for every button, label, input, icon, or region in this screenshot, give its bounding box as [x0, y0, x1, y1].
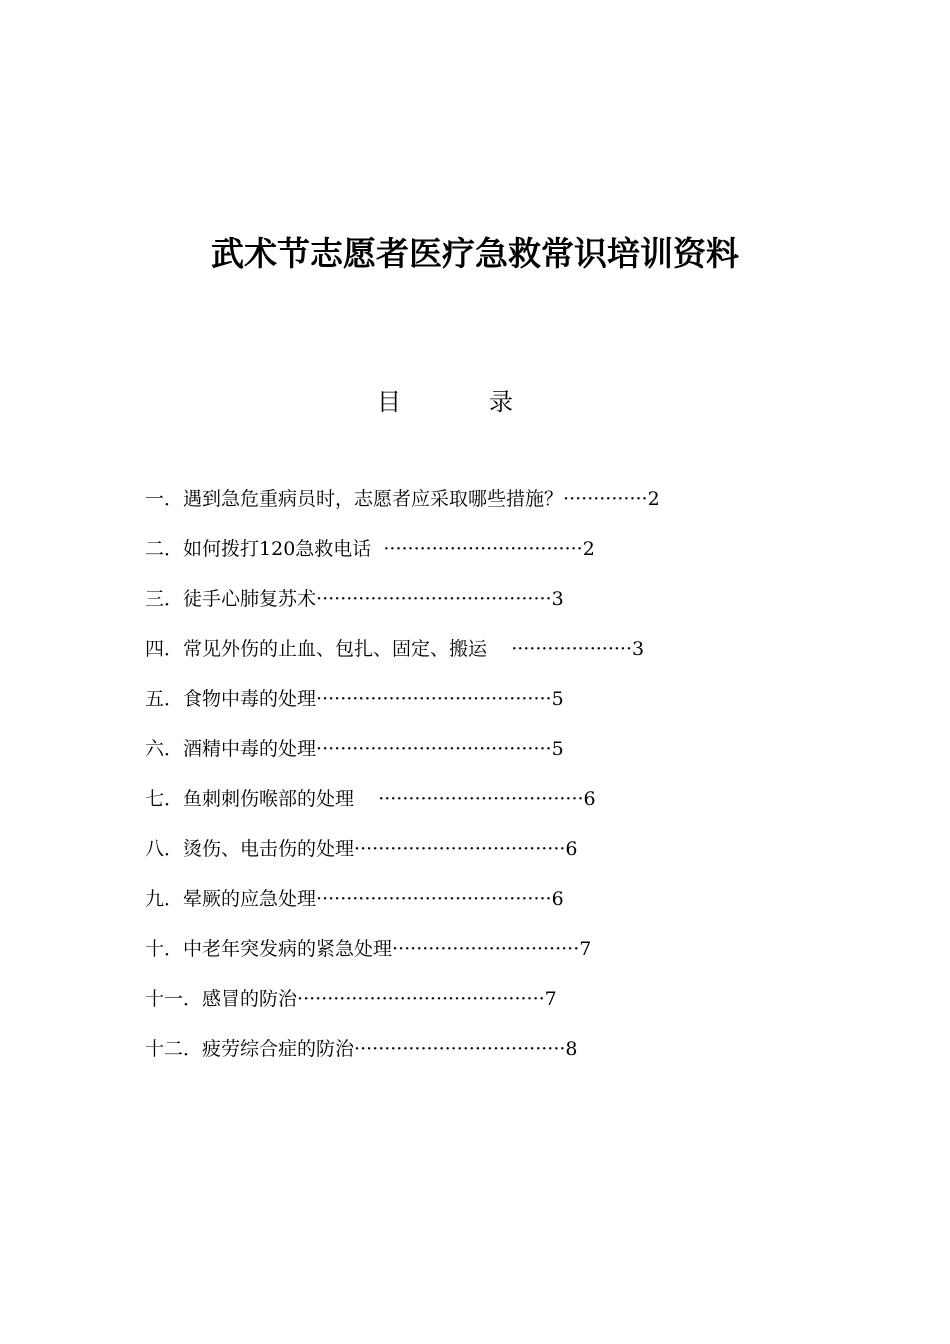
toc-entry-text: 酒精中毒的处理 — [183, 738, 317, 760]
toc-entry-text: 徒手心肺复苏术 — [183, 588, 317, 610]
toc-entry-leader: ······································· — [316, 888, 552, 910]
toc-entry-number: 七． — [145, 788, 184, 810]
toc-heading — [0, 382, 950, 418]
toc-entry-4[interactable] — [145, 632, 845, 682]
toc-entry-number: 六． — [145, 738, 184, 760]
toc-entry-7[interactable] — [145, 782, 845, 832]
toc-entry-number: 十． — [145, 938, 184, 960]
toc-entry-number: 八． — [145, 838, 184, 860]
toc-entry-number: 三． — [145, 588, 184, 610]
toc-entry-page: 3 — [631, 638, 645, 660]
toc-entry-page: 7 — [579, 938, 592, 960]
toc-entry-number: 一． — [145, 488, 184, 510]
toc-entry-page: 6 — [551, 888, 564, 910]
toc-entry-text: 遇到急危重病员时，志愿者应采取哪些措施？ — [183, 488, 564, 510]
toc-entry-text: 中老年突发病的紧急处理 — [183, 938, 393, 960]
toc-entry-8[interactable] — [145, 832, 845, 882]
toc-entry-text: 如何拨打120急救电话 — [183, 538, 384, 560]
toc-entry-1[interactable] — [145, 482, 845, 532]
toc-entry-leader: ······································· — [316, 588, 552, 610]
toc-heading-char-1: 目 — [377, 388, 401, 416]
toc-entry-10[interactable] — [145, 932, 845, 982]
toc-entry-text: 食物中毒的处理 — [183, 688, 317, 710]
toc-entry-page: 3 — [551, 588, 564, 610]
toc-entry-page: 2 — [647, 488, 660, 510]
toc-entry-number: 二． — [145, 538, 184, 560]
toc-entry-leader: ································· — [383, 538, 583, 560]
toc-entry-leader: ·············· — [563, 488, 648, 510]
toc-list — [145, 482, 845, 1082]
toc-entry-text: 烫伤、电击伤的处理 — [183, 838, 355, 860]
toc-entry-6[interactable] — [145, 732, 845, 782]
toc-entry-number: 五． — [145, 688, 184, 710]
toc-entry-page: 7 — [544, 988, 557, 1010]
toc-entry-2[interactable] — [145, 532, 845, 582]
toc-entry-text: 晕厥的应急处理 — [183, 888, 317, 910]
toc-entry-leader: ··································· — [354, 1038, 566, 1060]
document-title: 武术节志愿者医疗急救常识培训资料 — [211, 234, 739, 273]
toc-entry-page: 6 — [583, 788, 596, 810]
toc-entry-leader: ···················· — [511, 638, 632, 660]
toc-entry-text: 疲劳综合症的防治 — [202, 1038, 355, 1060]
toc-entry-leader: ······································· — [316, 688, 552, 710]
toc-entry-page: 5 — [551, 688, 564, 710]
toc-entry-9[interactable] — [145, 882, 845, 932]
toc-entry-3[interactable] — [145, 582, 845, 632]
toc-entry-page: 5 — [551, 738, 564, 760]
toc-entry-text: 常见外伤的止血、包扎、固定、搬运 — [183, 638, 512, 660]
toc-entry-number: 十一． — [145, 988, 203, 1010]
toc-entry-leader: ·································· — [378, 788, 584, 810]
toc-entry-page: 6 — [565, 838, 578, 860]
toc-entry-number: 四． — [145, 638, 184, 660]
toc-entry-number: 十二． — [145, 1038, 203, 1060]
toc-entry-text: 鱼刺刺伤喉部的处理 — [183, 788, 379, 810]
toc-entry-page: 2 — [582, 538, 595, 560]
toc-entry-number: 九． — [145, 888, 184, 910]
toc-entry-leader: ········································· — [297, 988, 545, 1010]
toc-entry-leader: ··································· — [354, 838, 566, 860]
toc-entry-12[interactable] — [145, 1032, 845, 1082]
toc-heading-char-2: 录 — [489, 388, 513, 416]
toc-entry-text: 感冒的防治 — [202, 988, 298, 1010]
toc-entry-leader: ······································· — [316, 738, 552, 760]
toc-entry-leader: ······························· — [392, 938, 580, 960]
toc-entry-11[interactable] — [145, 982, 845, 1032]
toc-entry-5[interactable] — [145, 682, 845, 732]
toc-entry-page: 8 — [565, 1038, 578, 1060]
